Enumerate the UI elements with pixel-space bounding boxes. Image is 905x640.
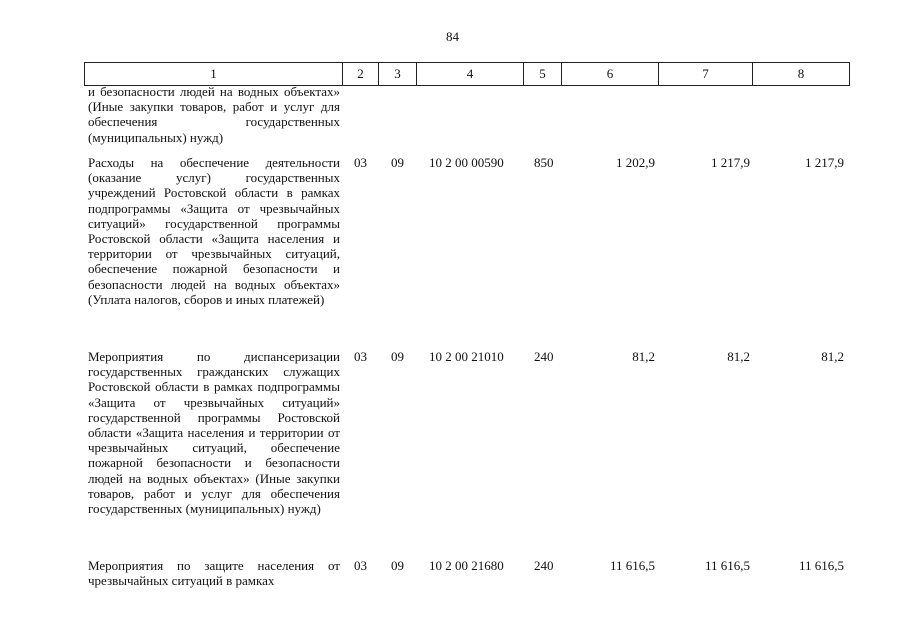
row-vr: 850 [534,155,554,170]
header-col-7: 7 [658,63,752,85]
row-year-1: 11 616,5 [609,558,655,573]
row-csr: 10 2 00 21680 [429,558,504,573]
header-col-6: 6 [561,63,658,85]
header-col-1: 1 [84,63,342,85]
header-col-5: 5 [523,63,561,85]
table-header [84,62,850,86]
row-csr: 10 2 00 21010 [429,349,504,364]
row-year-1: 1 202,9 [616,155,655,170]
row-description: Мероприятия по защите населения от чрезвычайных ситуаций в рамках [88,558,340,589]
header-col-2: 2 [342,63,378,85]
row-year-1: 81,2 [632,349,655,364]
page-number: 84 [446,29,459,44]
row-description: Расходы на обеспечение деятельности (оказание услуг) государственных учреждений Ростовской области в рамках подпрограммы «Защита от чрезвычайных ситуаций» государственной программы Ростовской области «Защита населения и территории от чрезвычайных ситуаций, обеспечение пожарной безопасности и безопасности людей на водных объектах» (Уплата налогов, сборов и иных платежей) [88,155,340,307]
header-col-4: 4 [416,63,523,85]
row-pr: 09 [391,155,404,170]
header-col-8: 8 [752,63,850,85]
row-description: Мероприятия по диспансеризации государственных гражданских служащих Ростовской области в рамках подпрограммы «Защита от чрезвычайных ситуаций» государственной программы Ростовской области «Защита населения и территории от чрезвычайных ситуаций, обеспечение пожарной безопасности и безопасности людей на водных объектах» (Иные закупки товаров, работ и услуг для обеспечения государственных (муниципальных) нужд) [88,349,340,517]
row-csr: 10 2 00 00590 [429,155,504,170]
row-year-3: 1 217,9 [805,155,844,170]
header-col-3: 3 [378,63,416,85]
row-year-3: 11 616,5 [798,558,844,573]
row-vr: 240 [534,558,554,573]
row-year-2: 1 217,9 [711,155,750,170]
row-rz: 03 [354,155,367,170]
row-year-2: 81,2 [727,349,750,364]
row-pr: 09 [391,558,404,573]
row-year-3: 81,2 [821,349,844,364]
row-year-2: 11 616,5 [704,558,750,573]
row-vr: 240 [534,349,554,364]
row-pr: 09 [391,349,404,364]
row-description: и безопасности людей на водных объектах» (Иные закупки товаров, работ и услуг для обеспечения государственных (муниципальных) нужд) [88,84,340,145]
row-rz: 03 [354,349,367,364]
row-rz: 03 [354,558,367,573]
